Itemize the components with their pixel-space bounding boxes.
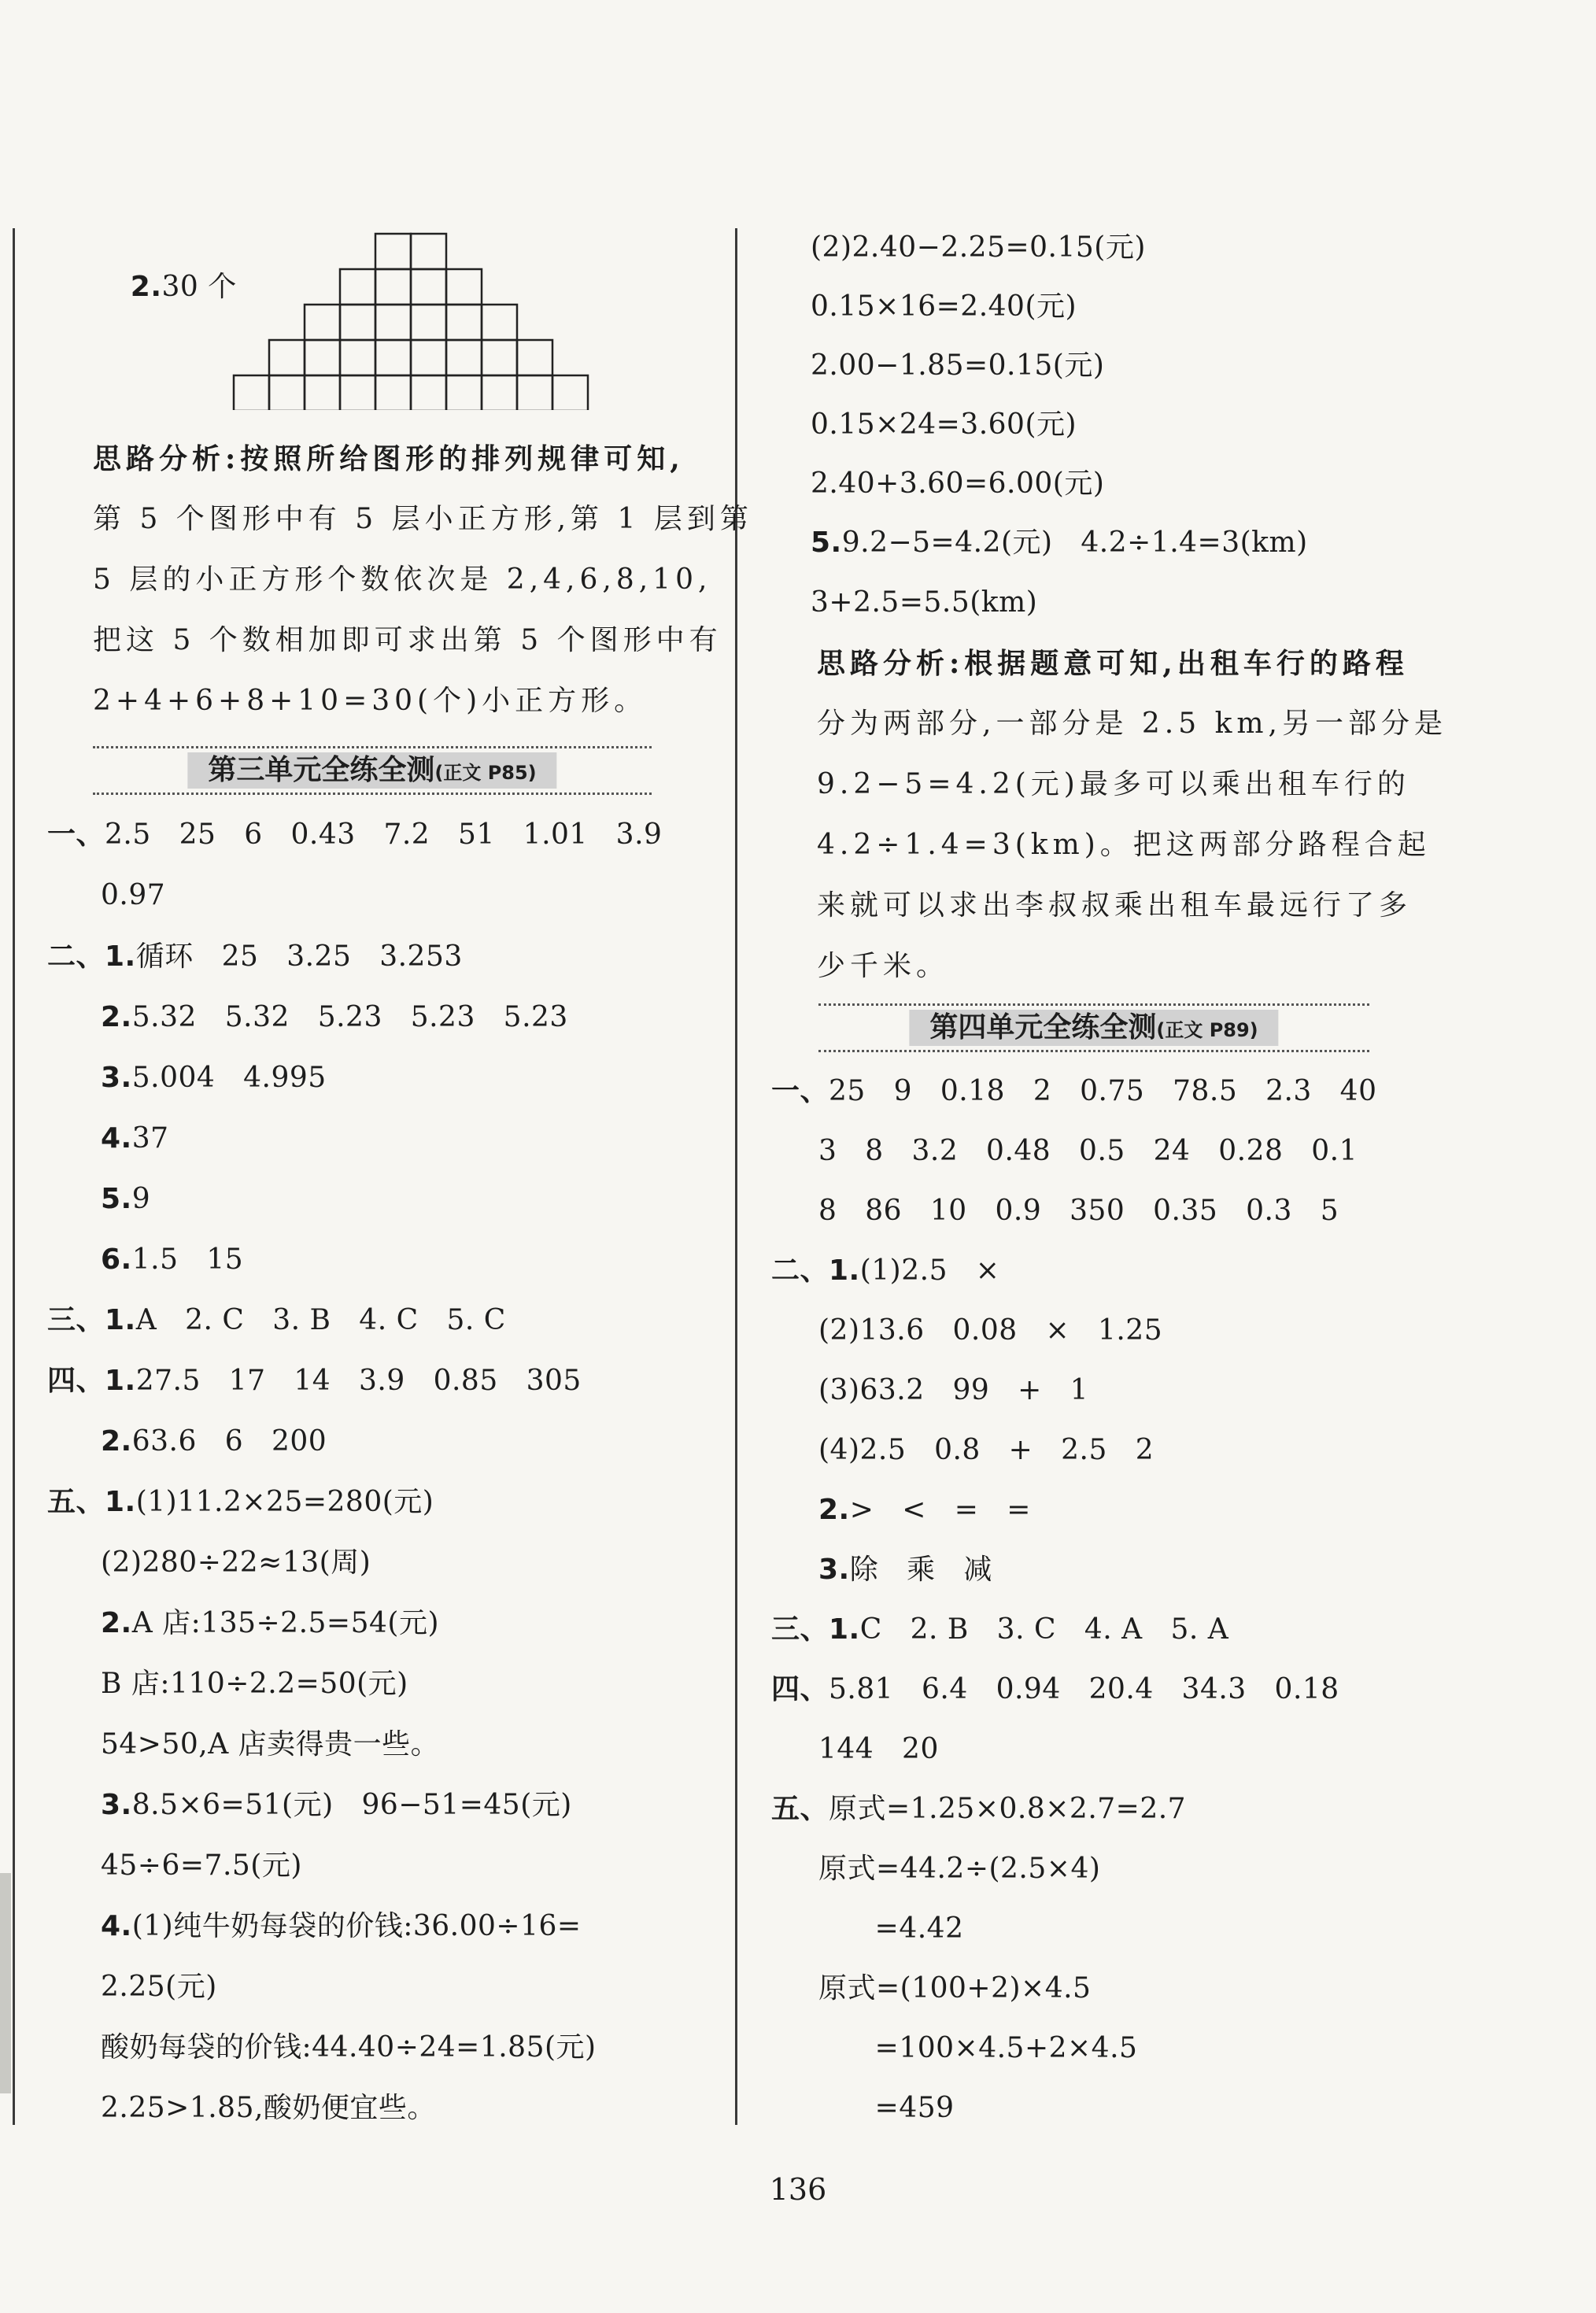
small-square bbox=[411, 340, 446, 375]
answer-line bbox=[101, 876, 165, 915]
answer-text: 3 8 3.2 0.48 0.5 24 0.28 0.1 bbox=[818, 1135, 1358, 1167]
answer-label: 3. bbox=[101, 1789, 132, 1821]
answer-text: 2.25(元) bbox=[101, 1971, 217, 2003]
answer-text: 0.15×16=2.40(元) bbox=[811, 290, 1077, 323]
answer-text: 3+2.5=5.5(km) bbox=[811, 586, 1038, 619]
answer-text: (3)63.2 99 + 1 bbox=[818, 1374, 1089, 1406]
answer-label: 二、1. bbox=[771, 1254, 860, 1287]
small-square bbox=[482, 305, 517, 340]
staircase-squares-figure bbox=[232, 232, 594, 410]
answer-label: 五、1. bbox=[47, 1486, 136, 1518]
answer-text: B 店:110÷2.2=50(元) bbox=[101, 1668, 408, 1700]
answer-text: 27.5 17 14 3.9 0.85 305 bbox=[135, 1365, 582, 1397]
small-square bbox=[375, 305, 411, 340]
answer-label: 一、 bbox=[771, 1075, 829, 1107]
answer-line bbox=[101, 1665, 408, 1704]
answer-line bbox=[47, 1301, 506, 1340]
small-square bbox=[446, 269, 482, 305]
answer-line bbox=[811, 405, 1077, 445]
answer-line bbox=[101, 1786, 572, 1825]
answer-line bbox=[811, 583, 1037, 623]
small-square bbox=[269, 375, 305, 410]
small-square bbox=[375, 340, 411, 375]
answer-text: A 店:135÷2.5=54(元) bbox=[131, 1607, 439, 1639]
answer-label: 3. bbox=[818, 1554, 850, 1586]
answer-label: 2. bbox=[818, 1494, 850, 1526]
answer-label: 3. bbox=[101, 1062, 132, 1094]
answer-text: 5.004 4.995 bbox=[131, 1062, 327, 1094]
small-square bbox=[340, 269, 375, 305]
answer-label: 5. bbox=[101, 1183, 132, 1215]
small-square bbox=[517, 375, 552, 410]
answer-label: 2. bbox=[101, 1001, 132, 1033]
answer-text: 循环 25 3.25 3.253 bbox=[135, 940, 463, 973]
small-square bbox=[305, 375, 340, 410]
answer-text: 除 乘 减 bbox=[849, 1554, 992, 1586]
small-square bbox=[375, 234, 411, 269]
small-square bbox=[375, 269, 411, 305]
answer-line bbox=[771, 1790, 1186, 1829]
answer-text: (1)纯牛奶每袋的价钱:36.00÷16= bbox=[131, 1910, 582, 1942]
page-number: 136 bbox=[769, 2172, 827, 2207]
answer-line bbox=[101, 1907, 582, 1946]
answer-line bbox=[818, 1311, 1162, 1350]
analysis-line: 思路分析:按照所给图形的排列规律可知, bbox=[93, 442, 685, 475]
answer-text: =459 bbox=[818, 2092, 955, 2124]
answer-text: (2)280÷22≈13(周) bbox=[101, 1546, 371, 1579]
answer-item-2 bbox=[93, 228, 237, 346]
answer-line bbox=[101, 998, 568, 1037]
answer-text: > < = = bbox=[849, 1494, 1031, 1526]
answer-line bbox=[811, 287, 1077, 327]
answer-text: 2.5 25 6 0.43 7.2 51 1.01 3.9 bbox=[105, 818, 663, 851]
answer-label: 4. bbox=[101, 1910, 132, 1942]
small-square bbox=[340, 340, 375, 375]
answer-line bbox=[101, 1119, 169, 1158]
section-title: 第四单元全练全测 bbox=[929, 1011, 1157, 1044]
answer-text: 9 bbox=[131, 1183, 151, 1215]
analysis-line: 5 层的小正方形个数依次是 2,4,6,8,10, bbox=[93, 563, 712, 596]
page-edge bbox=[0, 1873, 11, 2093]
answer-text: =4.42 bbox=[818, 1912, 964, 1945]
small-square bbox=[482, 340, 517, 375]
answer-text: 5.81 6.4 0.94 20.4 34.3 0.18 bbox=[829, 1673, 1339, 1705]
analysis-line: 来就可以求出李叔叔乘出租车最远行了多 bbox=[817, 889, 1413, 922]
small-square bbox=[411, 234, 446, 269]
small-square bbox=[446, 305, 482, 340]
item-text: 30 个 bbox=[161, 271, 237, 303]
analysis-line: 9.2−5=4.2(元)最多可以乘出租车行的 bbox=[817, 768, 1410, 800]
small-square bbox=[234, 375, 269, 410]
answer-line bbox=[818, 2089, 955, 2128]
answer-text: 25 9 0.18 2 0.75 78.5 2.3 40 bbox=[829, 1075, 1377, 1107]
answer-text: (1)2.5 × bbox=[859, 1254, 1000, 1287]
answer-line bbox=[818, 1849, 1100, 1889]
small-square bbox=[305, 340, 340, 375]
answer-text: 2.40+3.60=6.00(元) bbox=[811, 467, 1105, 500]
small-square bbox=[269, 340, 305, 375]
answer-label: 2. bbox=[101, 1607, 132, 1639]
section-title: 第三单元全练全测 bbox=[208, 754, 435, 786]
answer-label: 6. bbox=[101, 1243, 132, 1276]
answer-text: 1.5 15 bbox=[131, 1243, 244, 1276]
analysis-line: 思路分析:根据题意可知,出租车行的路程 bbox=[817, 647, 1409, 680]
answer-label: 二、1. bbox=[47, 940, 136, 973]
small-square bbox=[482, 375, 517, 410]
answer-line bbox=[47, 1483, 434, 1522]
analysis-line: 第 5 个图形中有 5 层小正方形,第 1 层到第 bbox=[93, 503, 753, 535]
answer-label: 5. bbox=[811, 527, 842, 559]
answer-label: 三、1. bbox=[771, 1613, 860, 1646]
small-square bbox=[411, 305, 446, 340]
answer-line bbox=[771, 1251, 999, 1291]
answer-line bbox=[101, 1180, 150, 1219]
answer-line bbox=[101, 1725, 439, 1764]
answer-text: 9.2−5=4.2(元) 4.2÷1.4=3(km) bbox=[841, 527, 1308, 559]
small-square bbox=[340, 375, 375, 410]
answer-line bbox=[101, 1846, 302, 1886]
answer-label: 四、1. bbox=[47, 1365, 136, 1397]
answer-line bbox=[771, 1072, 1376, 1111]
answer-label: 五、 bbox=[771, 1793, 829, 1825]
answer-text: 0.15×24=3.60(元) bbox=[811, 408, 1077, 441]
answer-line bbox=[811, 346, 1104, 386]
answer-text: 2.25>1.85,酸奶便宜些。 bbox=[101, 2092, 436, 2124]
answer-line bbox=[818, 1909, 963, 1949]
answer-line bbox=[101, 1968, 217, 2007]
small-square bbox=[411, 375, 446, 410]
answer-text: C 2. B 3. C 4. A 5. A bbox=[859, 1613, 1229, 1646]
answer-text: A 2. C 3. B 4. C 5. C bbox=[135, 1304, 506, 1336]
answer-text: 0.97 bbox=[101, 879, 166, 911]
answer-text: 5.32 5.32 5.23 5.23 5.23 bbox=[131, 1001, 568, 1033]
answer-text: (2)2.40−2.25=0.15(元) bbox=[811, 231, 1146, 264]
answer-text: (2)13.6 0.08 × 1.25 bbox=[818, 1314, 1163, 1347]
answer-text: 原式=(100+2)×4.5 bbox=[818, 1972, 1092, 2004]
analysis-line: 分为两部分,一部分是 2.5 km,另一部分是 bbox=[817, 708, 1447, 740]
answer-line bbox=[818, 1969, 1091, 2008]
section-banner-unit4 bbox=[818, 1003, 1369, 1052]
answer-line bbox=[47, 937, 463, 977]
answer-line bbox=[771, 1610, 1228, 1650]
answer-text: 63.6 6 200 bbox=[131, 1425, 327, 1458]
small-square bbox=[446, 340, 482, 375]
answer-line bbox=[101, 1422, 327, 1461]
section-page-ref: (正文 P85) bbox=[434, 762, 537, 784]
answer-text: 54>50,A 店卖得贵一些。 bbox=[101, 1728, 440, 1761]
answer-label: 三、1. bbox=[47, 1304, 136, 1336]
section-banner-unit3 bbox=[93, 746, 652, 795]
answer-text: 酸奶每袋的价钱:44.40÷24=1.85(元) bbox=[101, 2031, 597, 2064]
small-square bbox=[517, 340, 552, 375]
answer-line bbox=[818, 2029, 1137, 2068]
answer-text: 45÷6=7.5(元) bbox=[101, 1849, 302, 1882]
small-square bbox=[411, 269, 446, 305]
item-label: 2. bbox=[130, 271, 162, 303]
analysis-line: 2+4+6+8+10=30(个)小正方形。 bbox=[93, 685, 648, 717]
answer-line bbox=[101, 1543, 371, 1583]
small-square bbox=[305, 305, 340, 340]
answer-line bbox=[818, 1371, 1088, 1410]
small-square bbox=[375, 375, 411, 410]
answer-line bbox=[811, 464, 1104, 504]
answer-text: =100×4.5+2×4.5 bbox=[818, 2032, 1138, 2064]
analysis-line: 4.2÷1.4=3(km)。把这两部分路程合起 bbox=[817, 829, 1431, 861]
answer-line bbox=[818, 1550, 992, 1590]
answer-text: (4)2.5 0.8 + 2.5 2 bbox=[818, 1434, 1155, 1466]
answer-text: (1)11.2×25=280(元) bbox=[135, 1486, 434, 1518]
answer-line bbox=[101, 2028, 597, 2067]
answer-line bbox=[818, 1730, 939, 1769]
answer-line bbox=[47, 815, 662, 855]
answer-line bbox=[101, 1240, 243, 1280]
left-margin-rule bbox=[13, 228, 15, 2125]
small-square bbox=[340, 305, 375, 340]
small-square bbox=[552, 375, 588, 410]
answer-line bbox=[101, 1059, 327, 1098]
analysis-line: 少千米。 bbox=[817, 950, 950, 982]
answer-line bbox=[818, 1132, 1358, 1171]
answer-line bbox=[818, 1431, 1154, 1470]
answer-text: 8 86 10 0.9 350 0.35 0.3 5 bbox=[818, 1195, 1339, 1227]
answer-line bbox=[771, 1670, 1339, 1709]
answer-line bbox=[818, 1192, 1339, 1231]
section-page-ref: (正文 P89) bbox=[1156, 1019, 1258, 1041]
answer-text: 8.5×6=51(元) 96−51=45(元) bbox=[131, 1789, 572, 1821]
answer-line bbox=[47, 1362, 582, 1401]
answer-text: 144 20 bbox=[818, 1733, 939, 1765]
small-square bbox=[446, 375, 482, 410]
answer-line bbox=[101, 1604, 439, 1643]
answer-label: 2. bbox=[101, 1425, 132, 1458]
answer-text: 原式=44.2÷(2.5×4) bbox=[818, 1853, 1101, 1885]
answer-line bbox=[818, 1491, 1031, 1530]
analysis-line: 把这 5 个数相加即可求出第 5 个图形中有 bbox=[93, 624, 722, 656]
answer-label: 一、 bbox=[47, 818, 105, 851]
answer-line bbox=[811, 523, 1308, 563]
answer-label: 四、 bbox=[771, 1673, 829, 1705]
answer-label: 4. bbox=[101, 1122, 132, 1155]
answer-line bbox=[101, 2089, 436, 2128]
answer-line bbox=[811, 228, 1146, 268]
answer-text: 37 bbox=[131, 1122, 169, 1155]
answer-text: 2.00−1.85=0.15(元) bbox=[811, 349, 1105, 382]
answer-text: 原式=1.25×0.8×2.7=2.7 bbox=[829, 1793, 1187, 1825]
